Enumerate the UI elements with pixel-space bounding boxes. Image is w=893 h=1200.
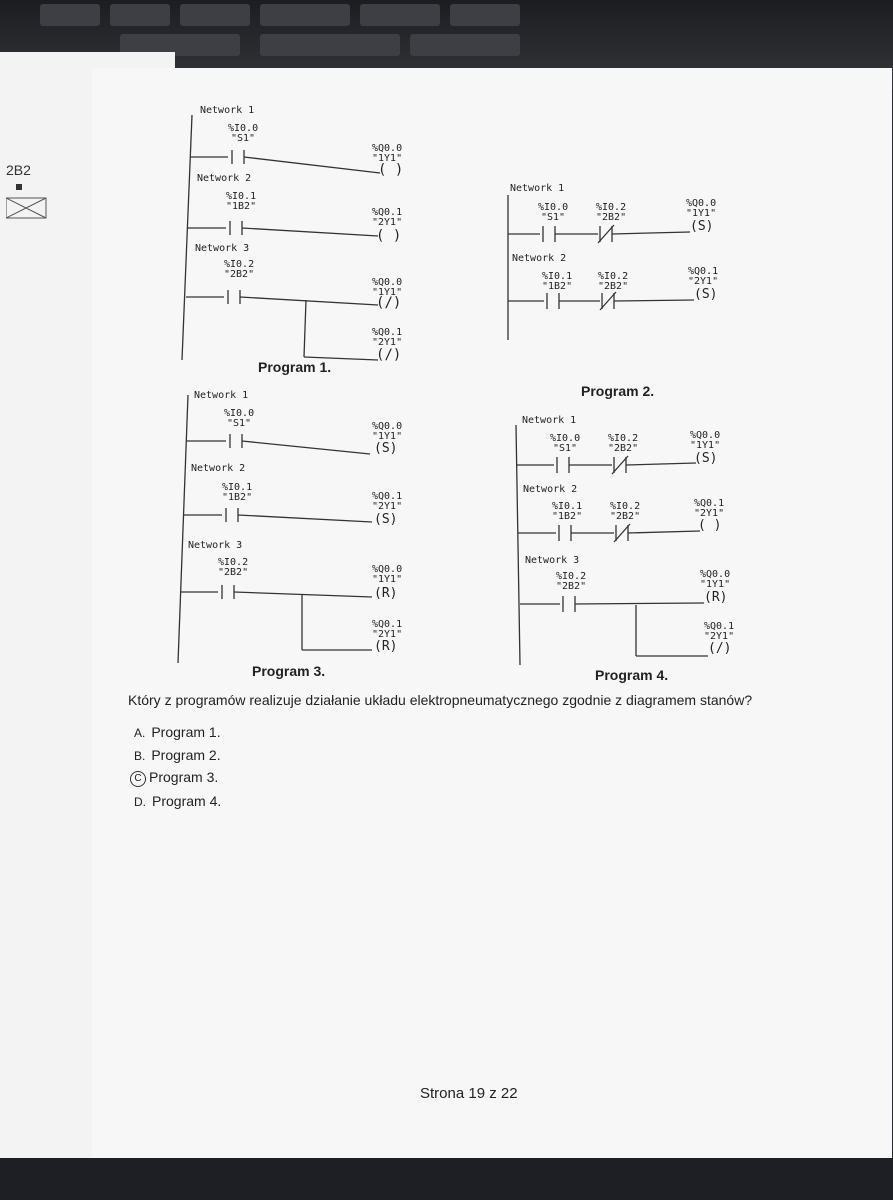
p1-n1-contact-addr: %I0.0 "S1" (228, 123, 259, 144)
p1-n1-coil-addr: %Q0.0 "1Y1" (372, 143, 403, 164)
p3-network-1-label: Network 1 (194, 390, 249, 401)
program-3-diagram (178, 395, 372, 663)
p4-n1-coil: (S) (694, 451, 718, 466)
p3-network-3-label: Network 3 (188, 540, 243, 551)
p1-n3-coil2: (/) (376, 347, 402, 363)
program-2-title: Program 2. (581, 383, 655, 399)
p3-network-2-label: Network 2 (191, 463, 246, 474)
p4-n3-coil2-addr: %Q0.1 "2Y1" (704, 621, 735, 642)
p3-n3-coil2: (R) (374, 639, 398, 654)
answer-c-circle: C (130, 771, 146, 787)
answer-b: B. Program 2. (134, 747, 221, 763)
answer-c: C Program 3. (130, 769, 218, 787)
p2-n2-coil: (S) (694, 287, 718, 302)
p2-n1-contact2-addr: %I0.2 "2B2" (596, 202, 627, 223)
p4-n2-contact2-addr: %I0.2 "2B2" (610, 501, 641, 522)
p4-n1-coil-addr: %Q0.0 "1Y1" (690, 430, 721, 451)
p4-n3-coil1-addr: %Q0.0 "1Y1" (700, 569, 731, 590)
p3-n1-coil-addr: %Q0.0 "1Y1" (372, 421, 403, 442)
p3-n2-coil: (S) (374, 512, 398, 527)
p1-n2-contact-addr: %I0.1 "1B2" (226, 191, 257, 212)
page-footer: Strona 19 z 22 (420, 1085, 518, 1102)
p3-n3-coil2-addr: %Q0.1 "2Y1" (372, 619, 403, 640)
p4-network-1-label: Network 1 (522, 415, 577, 426)
p1-n1-coil: ( ) (378, 162, 404, 178)
program-3-title: Program 3. (252, 663, 326, 679)
program-4-title: Program 4. (595, 667, 669, 683)
program-1-diagram (182, 115, 380, 360)
answer-d: D. Program 4. (134, 793, 222, 809)
p1-n3-coil1-addr: %Q0.0 "1Y1" (372, 277, 403, 298)
p2-n1-coil-addr: %Q0.0 "1Y1" (686, 198, 717, 219)
program-1-title: Program 1. (258, 359, 332, 375)
p2-n2-contact2-addr: %I0.2 "2B2" (598, 271, 629, 292)
p2-network-1-label: Network 1 (510, 183, 565, 194)
p1-n2-coil: ( ) (376, 228, 402, 244)
program-4-diagram (516, 425, 708, 665)
p4-n1-contact1-addr: %I0.0 "S1" (550, 433, 581, 454)
p2-n2-coil-addr: %Q0.1 "2Y1" (688, 266, 719, 287)
p3-n1-coil: (S) (374, 441, 398, 456)
p4-n1-contact2-addr: %I0.2 "2B2" (608, 433, 639, 454)
p3-n3-contact-addr: %I0.2 "2B2" (218, 557, 249, 578)
question-text: Który z programów realizuje działanie układu elektropneumatycznego zgodnie z diagramem stanów? (128, 692, 753, 708)
p4-n2-coil-addr: %Q0.1 "2Y1" (694, 498, 725, 519)
p1-network-2-label: Network 2 (197, 173, 252, 184)
p1-n3-coil1: (/) (376, 295, 402, 311)
p4-n3-coil1: (R) (704, 590, 728, 605)
desk-background (0, 1158, 893, 1200)
p2-n1-coil: (S) (690, 219, 714, 234)
p2-network-2-label: Network 2 (512, 253, 567, 264)
p4-n2-coil: ( ) (698, 518, 722, 533)
p1-n3-coil2-addr: %Q0.1 "2Y1" (372, 327, 403, 348)
p3-n2-coil-addr: %Q0.1 "2Y1" (372, 491, 403, 512)
p2-n1-contact1-addr: %I0.0 "S1" (538, 202, 569, 223)
left-page-label: 2B2 (6, 162, 31, 178)
p4-n3-contact-addr: %I0.2 "2B2" (556, 571, 587, 592)
p4-network-3-label: Network 3 (525, 555, 580, 566)
p1-network-3-label: Network 3 (195, 243, 250, 254)
p3-n1-contact-addr: %I0.0 "S1" (224, 408, 255, 429)
p3-n3-coil1: (R) (374, 586, 398, 601)
p3-n2-contact-addr: %I0.1 "1B2" (222, 482, 253, 503)
p1-network-1-label: Network 1 (200, 105, 255, 116)
p3-n3-coil1-addr: %Q0.0 "1Y1" (372, 564, 403, 585)
p2-n2-contact1-addr: %I0.1 "1B2" (542, 271, 573, 292)
answer-a: A. Program 1. (134, 724, 221, 740)
p4-n2-contact1-addr: %I0.1 "1B2" (552, 501, 583, 522)
p1-n2-coil-addr: %Q0.1 "2Y1" (372, 207, 403, 228)
p4-network-2-label: Network 2 (523, 484, 578, 495)
p1-n3-contact-addr: %I0.2 "2B2" (224, 259, 255, 280)
p4-n3-coil2: (/) (708, 641, 732, 656)
